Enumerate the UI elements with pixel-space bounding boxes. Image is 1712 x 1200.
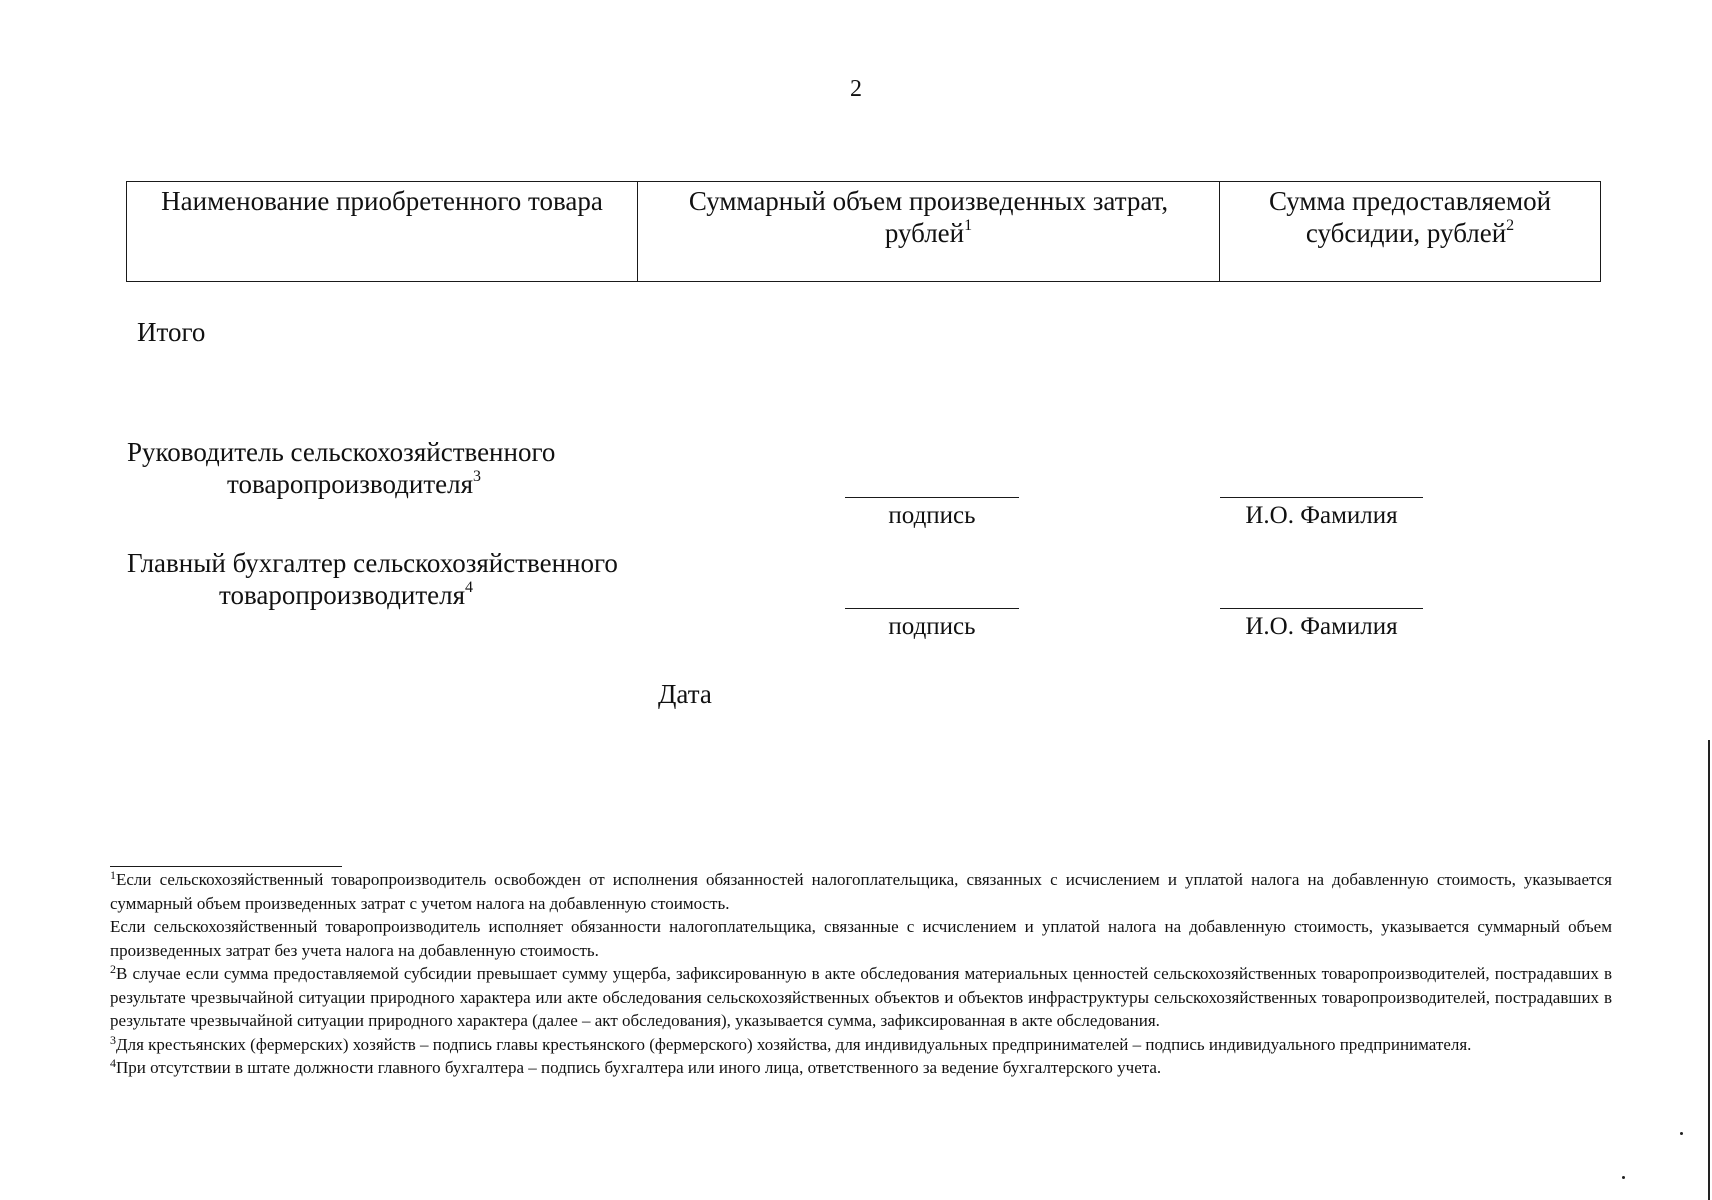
- accountant-signature-caption: подпись: [888, 613, 976, 640]
- footnote-3-text: Для крестьянских (фермерских) хозяйств – подпись главы крестьянского (фермерского) хозяйства, для индивидуальных предпринимателей – подпись индивидуального предпринимателя.: [116, 1034, 1472, 1054]
- accountant-name-caption: И.О. Фамилия: [1245, 613, 1398, 640]
- footnote-2-marker: 2: [110, 962, 116, 976]
- accountant-title-line2: [219, 579, 473, 611]
- footnote-1-marker: 1: [110, 868, 116, 882]
- footnote-ref-3: 3: [473, 468, 482, 485]
- head-name-caption: И.О. Фамилия: [1245, 502, 1398, 529]
- footnote-separator: [110, 866, 342, 867]
- footnote-3-marker: 3: [110, 1032, 116, 1047]
- head-title-line1: Руководитель сельскохозяйственного: [127, 437, 556, 467]
- head-signature-line: [845, 497, 1019, 498]
- scan-speck: [1622, 1176, 1625, 1179]
- header-total-costs-text: Суммарный объем произведенных затрат, рублей: [688, 186, 1169, 248]
- table-header-row: [127, 182, 1601, 282]
- header-total-costs: [638, 182, 1220, 282]
- footnote-ref-1: 1: [964, 217, 973, 234]
- head-title-line2: [227, 468, 481, 500]
- footnote-3: [110, 1033, 1612, 1057]
- footnote-1-continued: [110, 915, 1612, 962]
- footnote-ref-2: 2: [1506, 217, 1515, 234]
- header-goods-name: [127, 182, 638, 282]
- footnote-1-text: Если сельскохозяйственный товаропроизводитель освобожден от исполнения обязанностей налогоплательщика, связанных с исчислением и уплатой налога на добавленную стоимость, указывается суммарный объем произведенных затрат с учетом налога на добавленную стоимость.: [110, 870, 1612, 913]
- date-label: Дата: [658, 679, 712, 709]
- footnote-1: [110, 868, 1612, 915]
- scan-edge-artifact: [1708, 740, 1710, 1200]
- page-number: 2: [850, 76, 862, 102]
- goods-table: [126, 181, 1601, 282]
- head-name-line: [1220, 497, 1423, 498]
- footnote-ref-4: 4: [465, 579, 474, 596]
- footnote-4: [110, 1056, 1612, 1080]
- head-signature-caption: подпись: [888, 502, 976, 529]
- footnote-2-text: В случае если сумма предоставляемой субсидии превышает сумму ущерба, зафиксированную в акте обследования материальных ценностей сельскохозяйственных товаропроизводителей, пострадавших в результате чрезвычайной ситуации природного характера или акте обследования сельскохозяйственных объектов и объектов инфраструктуры сельскохозяйственных товаропроизводителей, пострадавших в результате чрезвычайной ситуации природного характера (далее – акт обследования), указывается сумма, зафиксированная в акте обследования.: [110, 964, 1612, 1030]
- footnotes: [110, 868, 1612, 1080]
- accountant-title-line1: Главный бухгалтер сельскохозяйственного: [127, 548, 618, 578]
- header-subsidy-amount-text: Сумма предоставляемой субсидии, рублей: [1268, 186, 1552, 248]
- accountant-name-line: [1220, 608, 1423, 609]
- footnote-4-text: При отсутствии в штате должности главного бухгалтера – подпись бухгалтера или иного лица, ответственного за ведение бухгалтерского учета.: [116, 1058, 1162, 1077]
- footnote-4-marker: 4: [110, 1056, 116, 1070]
- accountant-signature-line: [845, 608, 1019, 609]
- accountant-title-line2-text: товаропроизводителя: [219, 580, 466, 610]
- head-title-line2-text: товаропроизводителя: [227, 469, 474, 499]
- scan-speck: [1680, 1132, 1683, 1135]
- header-goods-name-text: Наименование приобретенного товара: [161, 186, 603, 216]
- total-label: Итого: [137, 317, 206, 347]
- header-subsidy-amount: [1220, 182, 1601, 282]
- footnote-2: [110, 962, 1612, 1033]
- footnote-1-continued-text: Если сельскохозяйственный товаропроизводитель исполняет обязанности налогоплательщика, связанные с исчислением и уплатой налога на добавленную стоимость, указывается суммарный объем произведенных затрат без учета налога на добавленную стоимость.: [110, 917, 1612, 960]
